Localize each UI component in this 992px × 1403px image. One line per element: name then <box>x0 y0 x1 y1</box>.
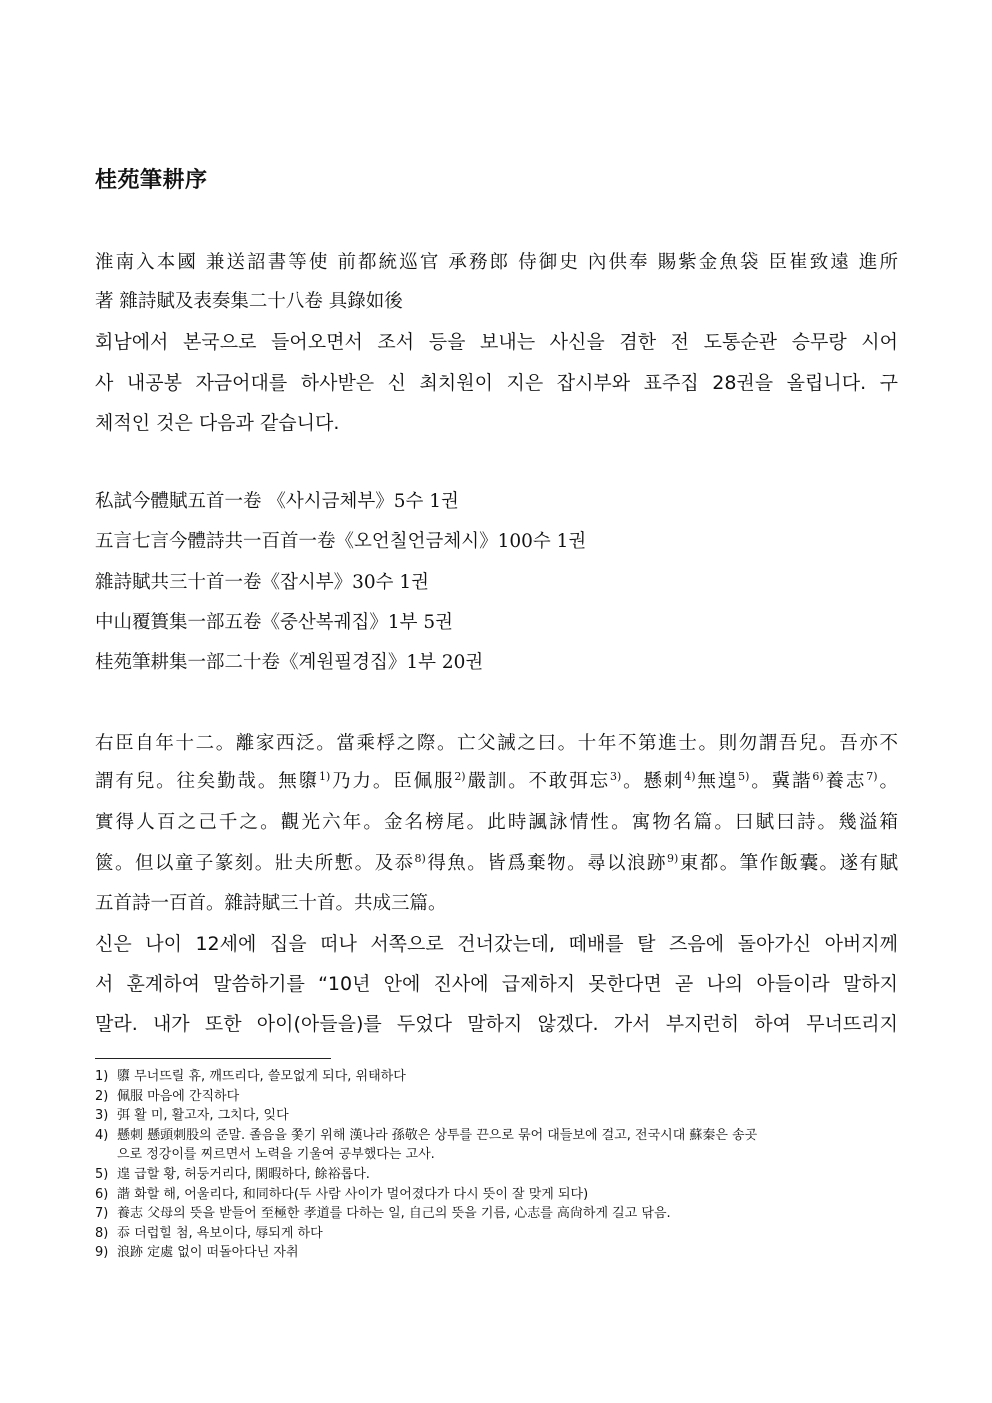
document-title: 桂苑筆耕序 <box>95 168 208 193</box>
intro-cn-line-1: 淮南入本國 兼送詔書等使 前都統巡官 承務郎 侍御史 內供奉 賜紫金魚袋 臣崔致遠 進所 <box>95 252 898 273</box>
body-cn-line-1: 右臣自年十二。離家西泛。當乘桴之際。亡父誡之曰。十年不第進士。則勿謂吾兒。吾亦不 <box>95 733 898 754</box>
footnote-ref: 1) <box>318 770 331 783</box>
footnote-ref: 3) <box>610 770 622 783</box>
footnote: 6) 諧 화할 해, 어울리다, 和同하다(두 사람 사이가 멀어졌다가 다시 뜻이 잘 맞게 되다) <box>95 1187 589 1202</box>
intro-cn-line-2: 著 雜詩賦及表奏集二十八卷 具錄如後 <box>95 291 403 312</box>
footnote-ref: 9) <box>666 852 679 865</box>
body-cn-line-5: 五首詩一百首。雜詩賦三十首。共成三篇。 <box>95 893 447 914</box>
body-ko-line-2: 서 훈계하여 말씀하기를 “10년 안에 진사에 급제하지 못한다면 곧 나의 아들이라 말하지 <box>95 973 898 995</box>
footnote-ref: 6) <box>812 770 824 783</box>
body-cn-line-2: 謂有兒。往矣勤哉。無隳$^{1)}$乃力。臣佩服$^{2)}$嚴訓。不敢弭忘$^{3)}$。懸刺$^{4)}$無遑$^{5)}$。冀諧$^{6)}$養志$^{7)}$。 <box>95 770 898 792</box>
body-cn-line-4: 篋。但以童子篆刻。壯夫所慙。及忝$^{8)}$得魚。皆爲棄物。尋以浪跡$^{9)}$東都。筆作飯囊。遂有賦 <box>95 852 898 874</box>
list-item: 桂苑筆耕集一部二十卷《계원필경집》1부 20권 <box>95 652 484 673</box>
body-cn-line-3: 實得人百之己千之。觀光六年。金名榜尾。此時諷詠情性。寓物名篇。曰賦曰詩。幾溢箱 <box>95 812 898 833</box>
footnote: 7) 養志 父母의 뜻을 받들어 至極한 孝道를 다하는 일, 自己의 뜻을 기름, 心志를 高尙하게 길고 닦음. <box>95 1206 671 1221</box>
footnote-ref: 5) <box>738 770 750 783</box>
footnote-ref: 2) <box>454 770 466 783</box>
footnote-continuation: 으로 정강이를 찌르면서 노력을 기울여 공부했다는 고사. <box>117 1147 435 1162</box>
footnote: 9) 浪跡 定處 없이 떠돌아다닌 자취 <box>95 1245 299 1260</box>
footnote: 1) 隳 무너뜨릴 휴, 깨뜨리다, 쓸모없게 되다, 위태하다 <box>95 1069 406 1084</box>
footnote-separator <box>95 1058 331 1059</box>
list-item: 雜詩賦共三十首一卷《잡시부》30수 1권 <box>95 572 430 593</box>
intro-ko-line-1: 회남에서 본국으로 들어오면서 조서 등을 보내는 사신을 겸한 전 도통순관 승무랑 시어 <box>95 331 898 353</box>
footnote: 5) 遑 급할 황, 허둥거리다, 閑暇하다, 餘裕롭다. <box>95 1167 370 1182</box>
footnote: 2) 佩服 마음에 간직하다 <box>95 1089 240 1104</box>
footnote-ref: 7) <box>866 770 878 783</box>
intro-ko-line-2: 사 내공봉 자금어대를 하사받은 신 최치원이 지은 잡시부와 표주집 28권을 올립니다. 구 <box>95 372 898 394</box>
intro-ko-line-3: 체적인 것은 다음과 같습니다. <box>95 412 340 434</box>
list-item: 中山覆簣集一部五卷《중산복궤집》1부 5권 <box>95 612 454 633</box>
body-ko-line-3: 말라. 내가 또한 아이(아들을)를 두었다 말하지 않겠다. 가서 부지런히 하여 무너뜨리지 <box>95 1013 898 1035</box>
footnote-ref: 8) <box>414 852 426 865</box>
footnote: 8) 忝 더럽힐 첨, 욕보이다, 辱되게 하다 <box>95 1226 323 1241</box>
footnote: 4) 懸刺 懸頭刺股의 준말. 졸음을 쫓기 위해 漢나라 孫敬은 상투를 끈으로 묶어 대들보에 걸고, 전국시대 蘇秦은 송곳 <box>95 1128 758 1143</box>
footnote: 3) 弭 활 미, 활고자, 그치다, 잊다 <box>95 1108 289 1123</box>
list-item: 五言七言今體詩共一百首一卷《오언칠언금체시》100수 1권 <box>95 531 587 552</box>
body-ko-line-1: 신은 나이 12세에 집을 떠나 서쪽으로 건너갔는데, 떼배를 탈 즈음에 돌아가신 아버지께 <box>95 933 898 955</box>
footnote-ref: 4) <box>684 770 696 783</box>
list-item: 私試今體賦五首一卷 《사시금체부》5수 1권 <box>95 491 459 512</box>
